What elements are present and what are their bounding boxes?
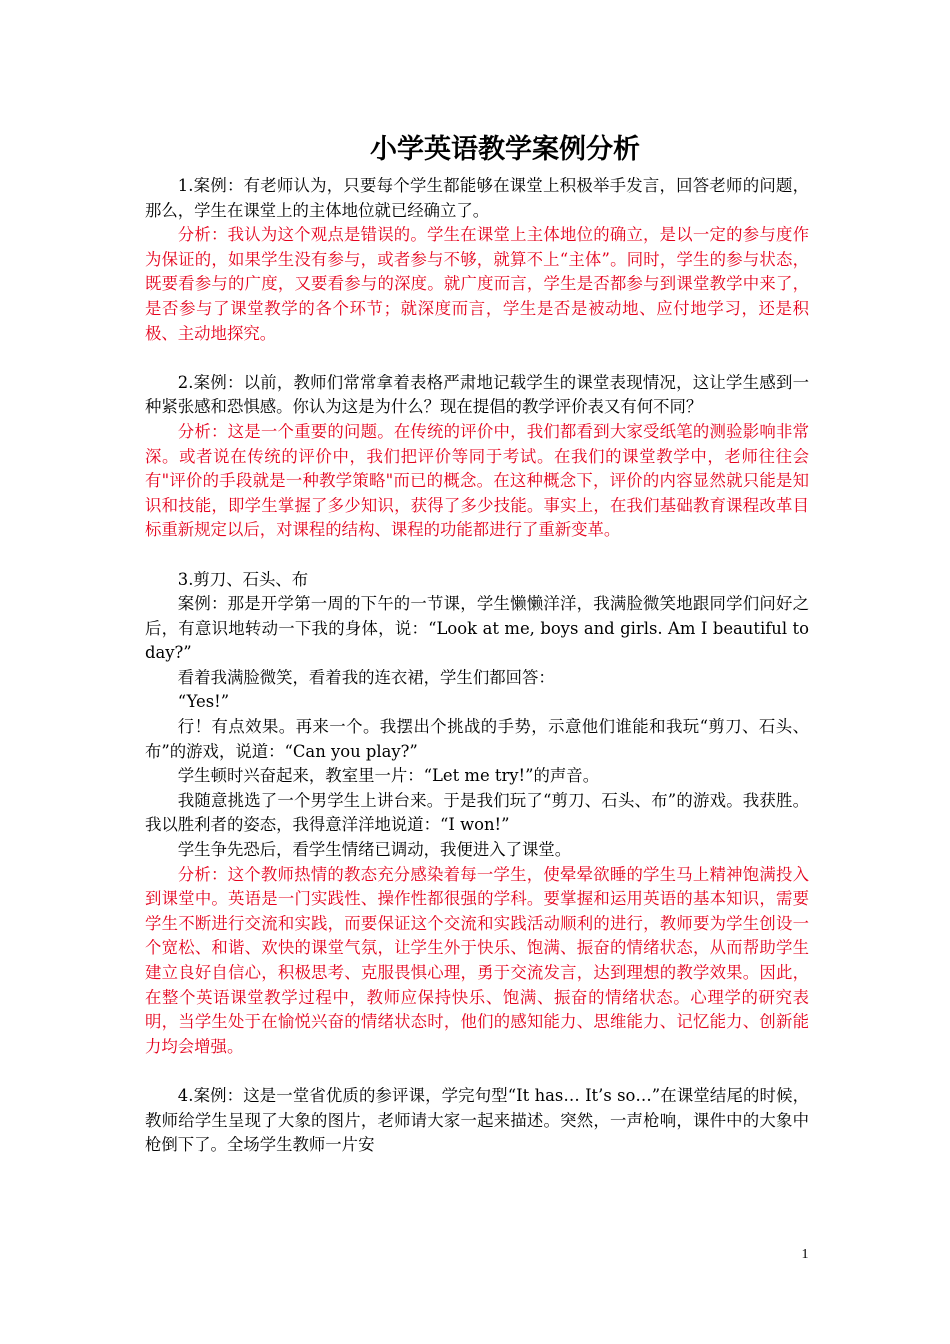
case-3-paragraph: 行！有点效果。再来一个。我摆出个挑战的手势，示意他们谁能和我玩“剪刀、石头、布”的游戏，说道：“Can you play?”	[145, 717, 809, 761]
case-4-paragraph: 4.案例：这是一堂省优质的参评课，学完句型“It has… It’s so…”在课堂结尾的时候，教师给学生呈现了大象的图片，老师请大家一起来描述。突然，一声枪响，课件中的大象中枪倒下了。全场学生教师一片安	[145, 1085, 809, 1155]
case-1-paragraph: 1.案例：有老师认为，只要每个学生都能够在课堂上积极举手发言，回答老师的问题，那么，学生在课堂上的主体地位就已经确立了。	[145, 176, 809, 220]
case-3-paragraph: 我随意挑选了一个男学生上讲台来。于是我们玩了“剪刀、石头、布”的游戏。我获胜。我以胜利者的姿态，我得意洋洋地说道：“I won!”	[145, 790, 809, 835]
paragraph-spacer	[145, 543, 809, 568]
paragraph-spacer	[145, 1059, 809, 1084]
document-title: 小学英语教学案例分析	[370, 134, 640, 165]
page-number: 1	[801, 1247, 809, 1262]
paragraph-spacer	[145, 346, 809, 371]
analysis-2-paragraph: 分析：这是一个重要的问题。在传统的评价中，我们都看到大家受纸笔的测验影响非常深。或者说在传统的评价中，我们把评价等同于考试。在我们的课堂教学中，老师往往会有"评价的手段就是一种教学策略"而已的概念。在这种概念下，评价的内容显然就只能是知识和技能，即学生掌握了多少知识，获得了多少技能。事实上，在我们基础教育课程改革目标重新规定以后，对课程的结构、课程的功能都进行了重新变革。	[145, 421, 809, 540]
analysis-3-paragraph: 分析：这个教师热情的教态充分感染着每一学生，使晕晕欲睡的学生马上精神饱满投入到课堂中。英语是一门实践性、操作性都很强的学科。要掌握和运用英语的基本知识，需要学生不断进行交流和实践，而要保证这个交流和实践活动顺利的进行，教师要为学生创设一个宽松、和谐、欢快的课堂气氛，让学生外于快乐、饱满、振奋的情绪状态，从而帮助学生建立良好自信心，积极思考、克服畏惧心理，勇于交流发言，达到理想的教学效果。因此，在整个英语课堂教学过程中，教师应保持快乐、饱满、振奋的情绪状态。心理学的研究表明，当学生处于在愉悦兴奋的情绪状态时，他们的感知能力、思维能力、记忆能力、创新能力均会增强。	[145, 864, 809, 1056]
case-3-paragraph: 案例：那是开学第一周的下午的一节课，学生懒懒洋洋，我满脸微笑地跟同学们问好之后，有意识地转动一下我的身体，说：“Look at me, boys and girls. Am I beautiful today?”	[145, 594, 809, 663]
case-3-paragraph: 学生顿时兴奋起来，教室里一片：“Let me try!”的声音。	[177, 766, 600, 786]
case-2-paragraph: 2.案例：以前，教师们常常拿着表格严肃地记载学生的课堂表现情况，这让学生感到一种紧张感和恐惧感。你认为这是为什么？现在提倡的教学评价表又有何不同？	[145, 372, 809, 417]
case-3-paragraph: “Yes!”	[177, 692, 230, 712]
case-3-paragraph: 看着我满脸微笑，看着我的连衣裙，学生们都回答：	[177, 667, 555, 687]
case-3-heading: 3.剪刀、石头、布	[177, 569, 309, 589]
case-3-paragraph: 学生争先恐后，看学生情绪已调动，我便进入了课堂。	[177, 840, 572, 860]
analysis-1-paragraph: 分析：我认为这个观点是错误的。学生在课堂上主体地位的确立，是以一定的参与度作为保证的，如果学生没有参与，或者参与不够，就算不上“主体”。同时，学生的参与状态，既要看参与的广度，又要看参与的深度。就广度而言，学生是否都参与到课堂教学中来了，是否参与了课堂教学的各个环节；就深度而言，学生是否是被动地、应付地学习，还是积极、主动地探究。	[145, 225, 809, 343]
document-body	[145, 174, 809, 1158]
